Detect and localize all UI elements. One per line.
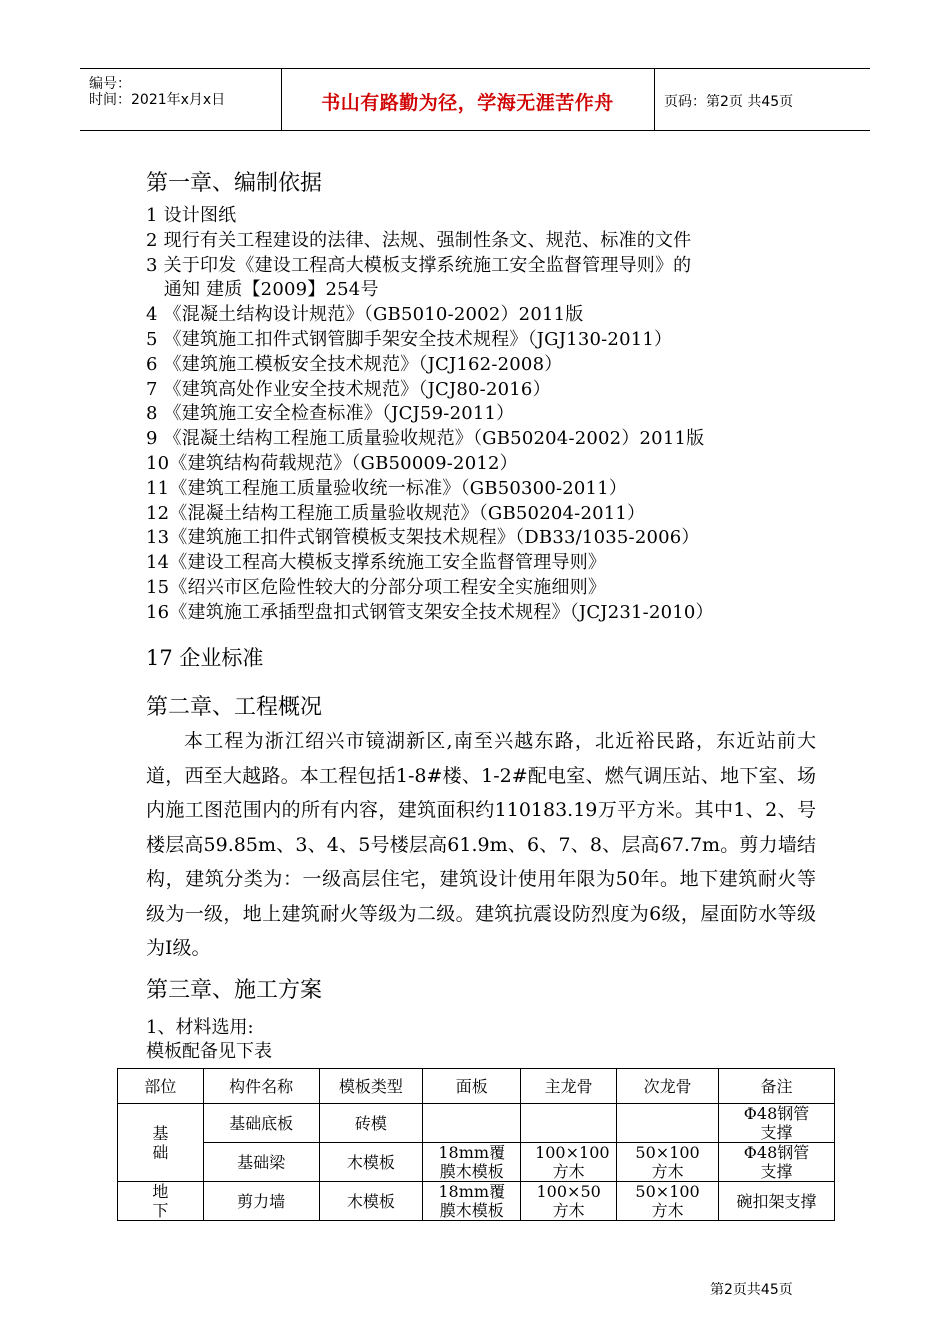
table-cell [617,1143,719,1182]
list-item: 15《绍兴市区危险性较大的分部分项工程安全实施细则》 [146,576,607,598]
table-header-cell: 部位 [118,1069,204,1104]
list-item: 2 现行有关工程建设的法律、法规、强制性条文、规范、标准的文件 [146,229,692,251]
table-cell-panel: 18mm覆膜木模板 [438,1143,506,1181]
list-item: 3 关于印发《建设工程高大模板支撑系统施工安全监督管理导则》的 [146,254,692,276]
list-item: 12《混凝土结构工程施工质量验收规范》（GB50204-2011） [146,502,646,524]
table-cell [423,1104,521,1143]
table-cell [521,1143,617,1182]
header-time: 时间：2021年x月x日 [89,92,226,108]
table-header-cell: 次龙骨 [617,1069,719,1104]
group-label-foundation: 基础 [152,1123,169,1162]
table-cell: 基础底板 [203,1104,319,1143]
formwork-table [117,1068,835,1221]
list-item-17: 17 企业标准 [146,646,264,670]
table-cell: 木模板 [319,1182,423,1221]
header-page-cell [654,69,870,130]
list-item: 6 《建筑施工模板安全技术规范》（JCJ162-2008） [146,353,563,375]
table-header-cell: 模板类型 [319,1069,423,1104]
table-header-cell: 构件名称 [203,1069,319,1104]
header-left-cell [80,69,282,130]
project-overview-paragraph: 本工程为浙江绍兴市镜湖新区,南至兴越东路，北近裕民路，东近站前大道，西至大越路。本工程包括1-8#楼、1-2#配电室、燃气调压站、地下室、场内施工图范围内的所有内容，建筑面积约110183.19万平方米。其中1、2、号楼层高59.85m、3、4、5号楼层高61.9m、6、7、8、层高67.7m。剪力墙结构，建筑分类为：一级高层住宅，建筑设计使用年限为50年。地下建筑耐火等级为一级，地上建筑耐火等级为二级。建筑抗震设防烈度为6级，屋面防水等级为Ⅰ级。 [146,730,816,959]
table-header-cell: 备注 [719,1069,835,1104]
header-motto-cell [281,69,655,130]
list-item: 7 《建筑高处作业安全技术规范》（JCJ80-2016） [146,378,551,400]
list-item: 14《建设工程高大模板支撑系统施工安全监督管理导则》 [146,552,607,574]
table-cell-main: 100×50方木 [536,1182,601,1220]
list-item: 4 《混凝土结构设计规范》（GB5010-2002）2011版 [146,304,584,326]
list-item: 11《建筑工程施工质量验收统一标准》（GB50300-2011） [146,477,628,499]
list-item: 10《建筑结构荷载规范》（GB50009-2012） [146,452,518,474]
table-header-cell: 面板 [423,1069,521,1104]
list-item: 8 《建筑施工安全检查标准》（JCJ59-2011） [146,403,515,425]
list-item: 16《建筑施工承插型盘扣式钢管支架安全技术规程》（JCJ231-2010） [146,601,714,623]
table-group-cell [118,1104,204,1182]
table-cell: 基础梁 [203,1143,319,1182]
list-item: 1 设计图纸 [146,205,237,226]
table-cell [719,1143,835,1182]
table-cell: 砖模 [319,1104,423,1143]
page-footer: 第2页共45页 [710,1282,793,1298]
table-row [118,1104,835,1143]
table-cell-panel: 18mm覆膜木模板 [438,1182,506,1220]
table-cell: 剪力墙 [203,1182,319,1221]
reference-list [146,204,714,626]
table-group-cell [118,1182,204,1221]
header-number-label: 编号： [89,76,131,92]
table-cell [423,1182,521,1221]
table-cell: 碗扣架支撑 [719,1182,835,1221]
table-header-row [118,1069,835,1104]
table-cell [617,1104,719,1143]
table-header-cell: 主龙骨 [521,1069,617,1104]
table-cell-note: Φ48钢管支撑 [743,1143,810,1181]
group-label-underground: 地下 [152,1182,169,1220]
table-cell [521,1182,617,1221]
table-intro: 模板配备见下表 [146,1041,272,1062]
table-cell-note: Φ48钢管支撑 [743,1104,810,1142]
list-item: 9 《混凝土结构工程施工质量验收规范》（GB50204-2002）2011版 [146,428,705,450]
chapter-3-title: 第三章、施工方案 [146,978,323,1003]
list-item: 通知 建质【2009】254号 [146,279,379,301]
list-item: 5 《建筑施工扣件式钢管脚手架安全技术规程》（JGJ130-2011） [146,328,673,350]
chapter-1-title: 第一章、编制依据 [146,171,323,196]
table-cell [719,1104,835,1143]
table-cell [521,1104,617,1143]
page-header [80,68,870,131]
table-cell-secondary: 50×100方木 [635,1143,700,1181]
header-motto: 书山有路勤为径，学海无涯苦作舟 [321,92,614,114]
table-cell-main: 100×100方木 [535,1143,610,1181]
table-cell [423,1143,521,1182]
table-cell-secondary: 50×100方木 [635,1182,700,1220]
list-item: 13《建筑施工扣件式钢管模板支架技术规程》（DB33/1035-2006） [146,527,700,549]
materials-subheading: 1、材料选用: [146,1017,254,1038]
table-cell: 木模板 [319,1143,423,1182]
table-cell [617,1182,719,1221]
table-row [118,1143,835,1182]
table-row [118,1182,835,1221]
chapter-2-title: 第二章、工程概况 [146,695,323,720]
header-page-number: 页码：第2页 共45页 [664,94,794,110]
